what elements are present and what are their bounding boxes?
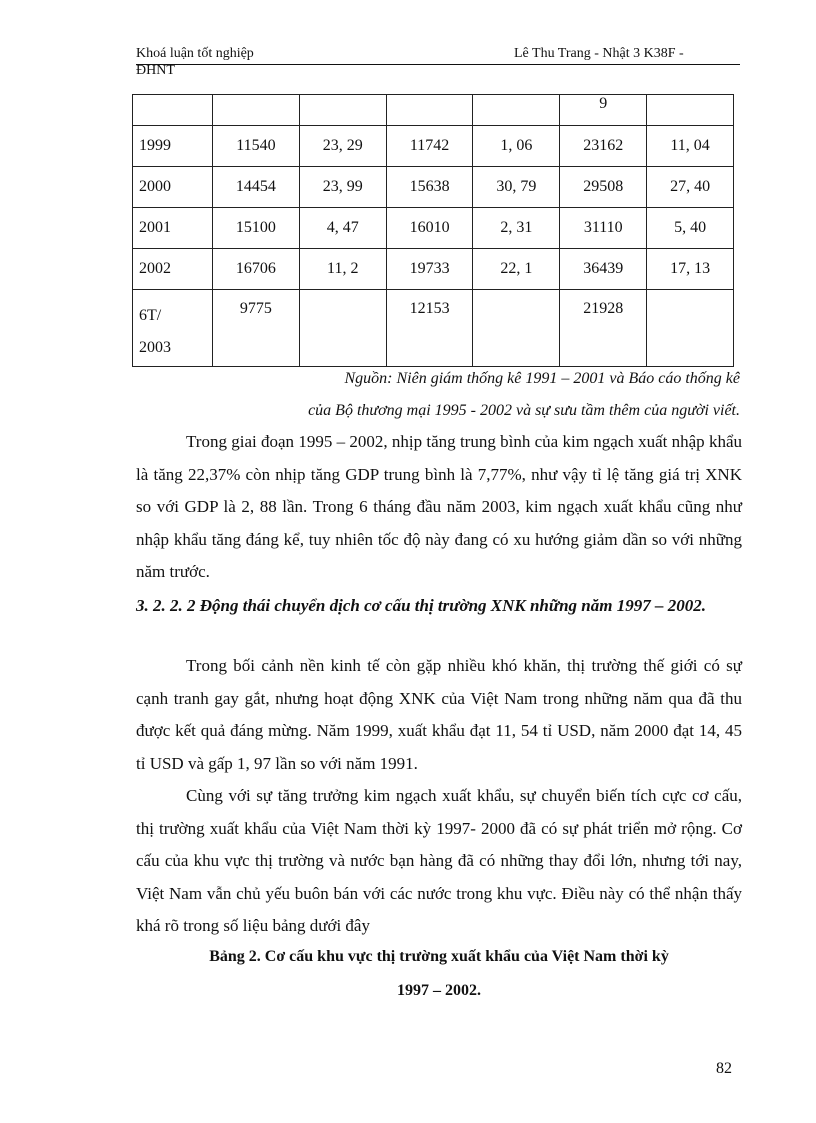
table-row — [133, 290, 734, 367]
table-cell: 17, 13 — [647, 249, 734, 290]
table-cell: 19733 — [386, 249, 473, 290]
table-row — [133, 95, 734, 126]
table-cell: 15100 — [213, 208, 300, 249]
table-cell: 36439 — [560, 249, 647, 290]
year-line-2: 2003 — [139, 339, 171, 356]
header-continuation: ĐHNT — [136, 63, 175, 78]
paragraph-growth: Trong giai đoạn 1995 – 2002, nhịp tăng trung bình của kim ngạch xuất nhập khẩu là tăng 22,37% còn nhịp tăng GDP trung bình là 7,77%, như vậy tỉ lệ tăng giá trị XNK so với GDP là 2, 88 lần. Trong 6 tháng đầu năm 2003, kim ngạch xuất khẩu cũng như nhập khẩu tăng đáng kể, tuy nhiên tốc độ này đang có xu hướng giảm dần so với những năm trước. — [136, 432, 742, 582]
table-cell: 11, 04 — [647, 126, 734, 167]
table-cell-year — [133, 290, 213, 367]
paragraph-context: Trong bối cảnh nền kinh tế còn gặp nhiều khó khăn, thị trường thế giới có sự cạnh tranh gay gắt, nhưng hoạt động XNK của Việt Nam trong những năm qua đã thu được kết quả đáng mừng. Năm 1999, xuất khẩu đạt 11, 54 tỉ USD, năm 2000 đạt 14, 45 tỉ USD và gấp 1, 97 lần so với năm 1991. — [136, 656, 742, 773]
table-row — [133, 126, 734, 167]
table-cell — [386, 95, 473, 126]
table-cell-year: 2000 — [133, 167, 213, 208]
page-number: 82 — [716, 1060, 732, 1077]
table-cell: 23, 29 — [299, 126, 386, 167]
table-cell: 11540 — [213, 126, 300, 167]
table-cell: 16706 — [213, 249, 300, 290]
table-cell: 29508 — [560, 167, 647, 208]
year-line-1: 6T/ — [139, 307, 162, 324]
table-caption-line-2: 1997 – 2002. — [397, 982, 481, 999]
table-cell — [299, 95, 386, 126]
table-cell-year: 2002 — [133, 249, 213, 290]
table-cell: 23162 — [560, 126, 647, 167]
header-title: Khoá luận tốt nghiệp — [136, 46, 254, 61]
table-cell: 27, 40 — [647, 167, 734, 208]
table-cell: 11, 2 — [299, 249, 386, 290]
table-cell: 11742 — [386, 126, 473, 167]
table-cell: 31110 — [560, 208, 647, 249]
header-author: Lê Thu Trang - Nhật 3 K38F - — [514, 46, 684, 61]
table-cell: 22, 1 — [473, 249, 560, 290]
table-cell: 12153 — [386, 290, 473, 367]
table-cell: 14454 — [213, 167, 300, 208]
table-caption-line-1: Bảng 2. Cơ cấu khu vực thị trường xuất khẩu của Việt Nam thời kỳ — [209, 948, 669, 965]
table-cell — [133, 95, 213, 126]
table-cell: 23, 99 — [299, 167, 386, 208]
trade-data-table — [132, 94, 734, 367]
table-cell — [647, 290, 734, 367]
table-cell: 2, 31 — [473, 208, 560, 249]
table-row — [133, 208, 734, 249]
table-row — [133, 249, 734, 290]
table-cell: 30, 79 — [473, 167, 560, 208]
table-cell: 15638 — [386, 167, 473, 208]
table-cell: 4, 47 — [299, 208, 386, 249]
source-note-line-1: Nguồn: Niên giám thống kê 1991 – 2001 và Báo cáo thống kê — [344, 370, 740, 387]
source-note-line-2: của Bộ thương mại 1995 - 2002 và sự sưu tầm thêm của người viết. — [308, 402, 740, 419]
section-heading: 3. 2. 2. 2 Động thái chuyển dịch cơ cấu thị trường XNK những năm 1997 – 2002. — [136, 596, 706, 615]
table-cell: 9 — [560, 95, 647, 126]
table-cell — [473, 95, 560, 126]
table-cell — [647, 95, 734, 126]
table-cell-year: 2001 — [133, 208, 213, 249]
paragraph-structure: Cùng với sự tăng trưởng kim ngạch xuất khẩu, sự chuyển biến tích cực cơ cấu, thị trường xuất khẩu của Việt Nam thời kỳ 1997- 2000 đã có sự phát triển mở rộng. Cơ cấu của khu vực thị trường và nước bạn hàng đã có những thay đổi lớn, nhưng tới nay, Việt Nam vẫn chủ yếu buôn bán với các nước trong khu vực. Điều này có thể nhận thấy khá rõ trong số liệu bảng dưới đây — [136, 786, 742, 936]
table-cell: 16010 — [386, 208, 473, 249]
table-cell: 9775 — [213, 290, 300, 367]
table-cell: 21928 — [560, 290, 647, 367]
table-cell: 5, 40 — [647, 208, 734, 249]
table-cell — [473, 290, 560, 367]
header-rule — [136, 64, 740, 65]
table-cell — [299, 290, 386, 367]
table-cell-year: 1999 — [133, 126, 213, 167]
table-cell — [213, 95, 300, 126]
table-cell: 1, 06 — [473, 126, 560, 167]
table-row — [133, 167, 734, 208]
